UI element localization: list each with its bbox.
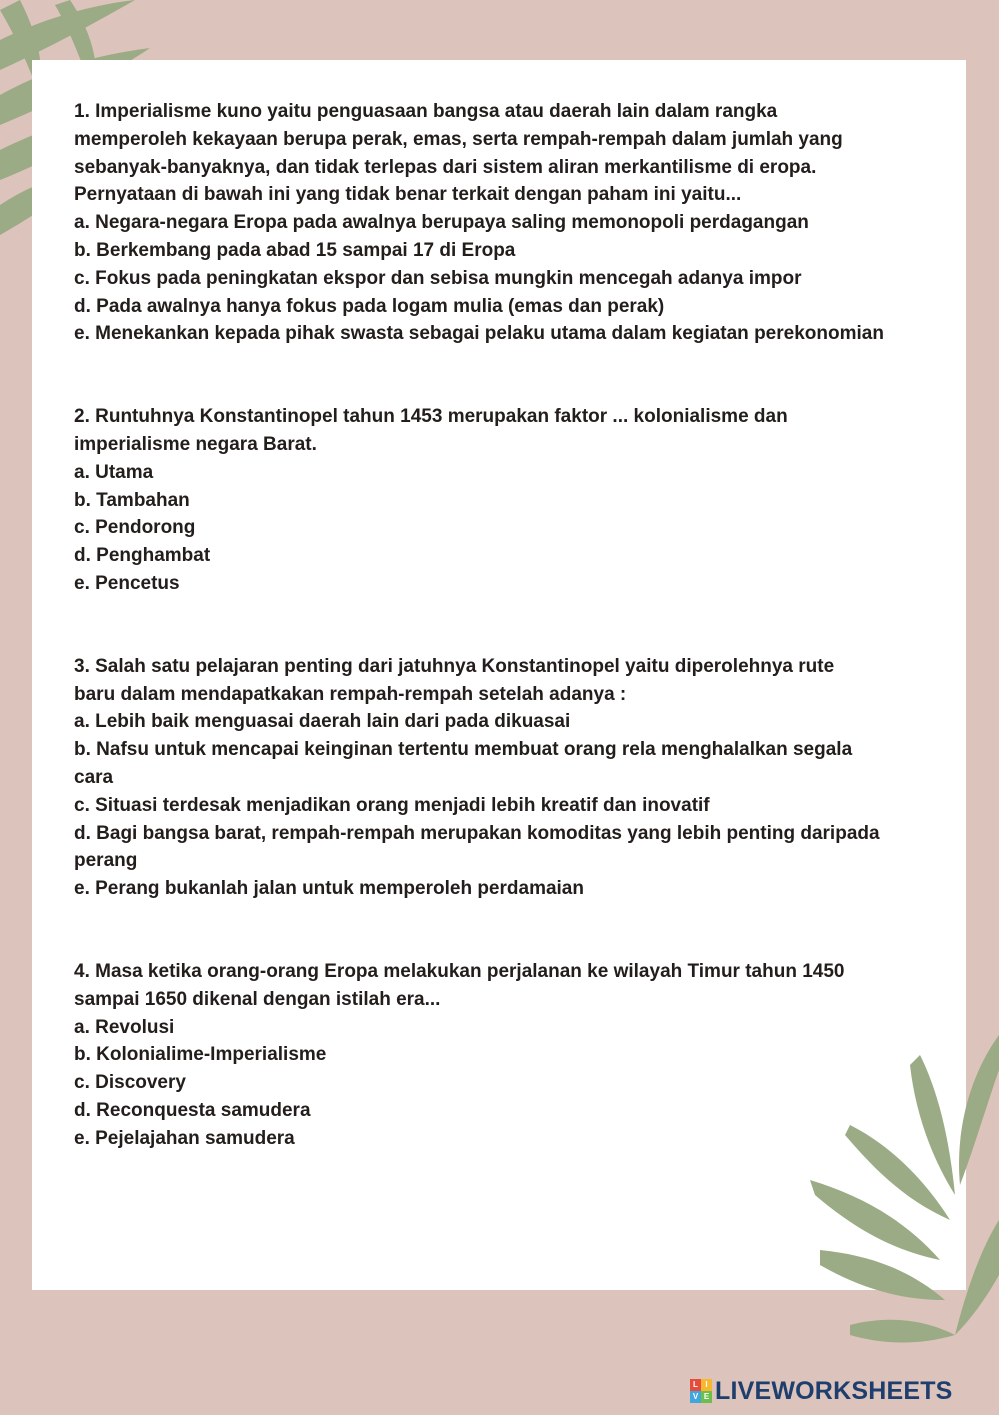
icon-tile: I: [701, 1379, 712, 1391]
question-text-line: 1. Imperialisme kuno yaitu penguasaan bangsa atau daerah lain dalam rangka: [74, 101, 778, 122]
brand-name: LIVEWORKSHEETS: [715, 1376, 953, 1405]
answer-option[interactable]: e. Perang bukanlah jalan untuk memperoleh perdamaian: [74, 878, 584, 900]
question-2: [74, 403, 959, 598]
question-text-line: Pernyataan di bawah ini yang tidak benar terkait dengan paham ini yaitu...: [74, 184, 742, 206]
question-1: [74, 98, 959, 348]
answer-option[interactable]: a. Revolusi: [74, 1016, 175, 1038]
question-list: [74, 98, 959, 1208]
answer-option[interactable]: c. Situasi terdesak menjadikan orang menjadi lebih kreatif dan inovatif: [74, 794, 710, 816]
icon-tile: L: [690, 1379, 701, 1391]
icon-tile: E: [701, 1391, 712, 1403]
answer-option[interactable]: e. Pejelajahan samudera: [74, 1127, 295, 1149]
answer-option[interactable]: b. Nafsu untuk mencapai keinginan tertentu membuat orang rela menghalalkan segala: [74, 739, 853, 761]
question-text-line: sampai 1650 dikenal dengan istilah era...: [74, 988, 441, 1010]
answer-option[interactable]: b. Tambahan: [74, 489, 190, 511]
answer-option[interactable]: c. Fokus pada peningkatan ekspor dan sebisa mungkin mencegah adanya impor: [74, 267, 802, 289]
icon-tile: V: [690, 1391, 701, 1403]
answer-option[interactable]: d. Penghambat: [74, 545, 211, 567]
answer-option[interactable]: a. Utama: [74, 461, 154, 483]
question-text-line: memperoleh kekayaan berupa perak, emas, serta rempah-rempah dalam jumlah yang: [74, 128, 843, 150]
answer-option[interactable]: c. Discovery: [74, 1072, 186, 1094]
liveworksheets-icon: [690, 1379, 712, 1403]
question-text-line: 4. Masa ketika orang-orang Eropa melakukan perjalanan ke wilayah Timur tahun 1450: [74, 960, 845, 982]
answer-option[interactable]: a. Lebih baik menguasai daerah lain dari pada dikuasai: [74, 711, 571, 733]
question-3: [74, 653, 959, 903]
answer-option[interactable]: c. Pendorong: [74, 517, 196, 539]
answer-option[interactable]: d. Pada awalnya hanya fokus pada logam mulia (emas dan perak): [74, 295, 665, 317]
answer-option[interactable]: a. Negara-negara Eropa pada awalnya berupaya saling memonopoli perdagangan: [74, 212, 809, 234]
question-text-line: sebanyak-banyaknya, dan tidak terlepas dari sistem aliran merkantilisme di eropa.: [74, 156, 817, 178]
answer-option[interactable]: b. Kolonialime-Imperialisme: [74, 1044, 327, 1066]
liveworksheets-logo[interactable]: [690, 1374, 990, 1408]
question-text-line: 3. Salah satu pelajaran penting dari jatuhnya Konstantinopel yaitu diperolehnya rute: [74, 655, 835, 677]
answer-option[interactable]: d. Reconquesta samudera: [74, 1099, 311, 1121]
answer-option[interactable]: b. Berkembang pada abad 15 sampai 17 di Eropa: [74, 239, 516, 261]
answer-option[interactable]: d. Bagi bangsa barat, rempah-rempah merupakan komoditas yang lebih penting daripada: [74, 822, 880, 844]
answer-option-continued[interactable]: cara: [74, 766, 114, 788]
question-4: [74, 958, 959, 1153]
answer-option[interactable]: e. Menekankan kepada pihak swasta sebagai pelaku utama dalam kegiatan perekonomian: [74, 323, 884, 345]
answer-option-continued[interactable]: perang: [74, 850, 138, 872]
answer-option[interactable]: e. Pencetus: [74, 572, 180, 594]
question-text-line: 2. Runtuhnya Konstantinopel tahun 1453 merupakan faktor ... kolonialisme dan: [74, 406, 788, 428]
question-text-line: baru dalam mendapatkakan rempah-rempah setelah adanya :: [74, 683, 627, 705]
question-text-line: imperialisme negara Barat.: [74, 433, 317, 455]
